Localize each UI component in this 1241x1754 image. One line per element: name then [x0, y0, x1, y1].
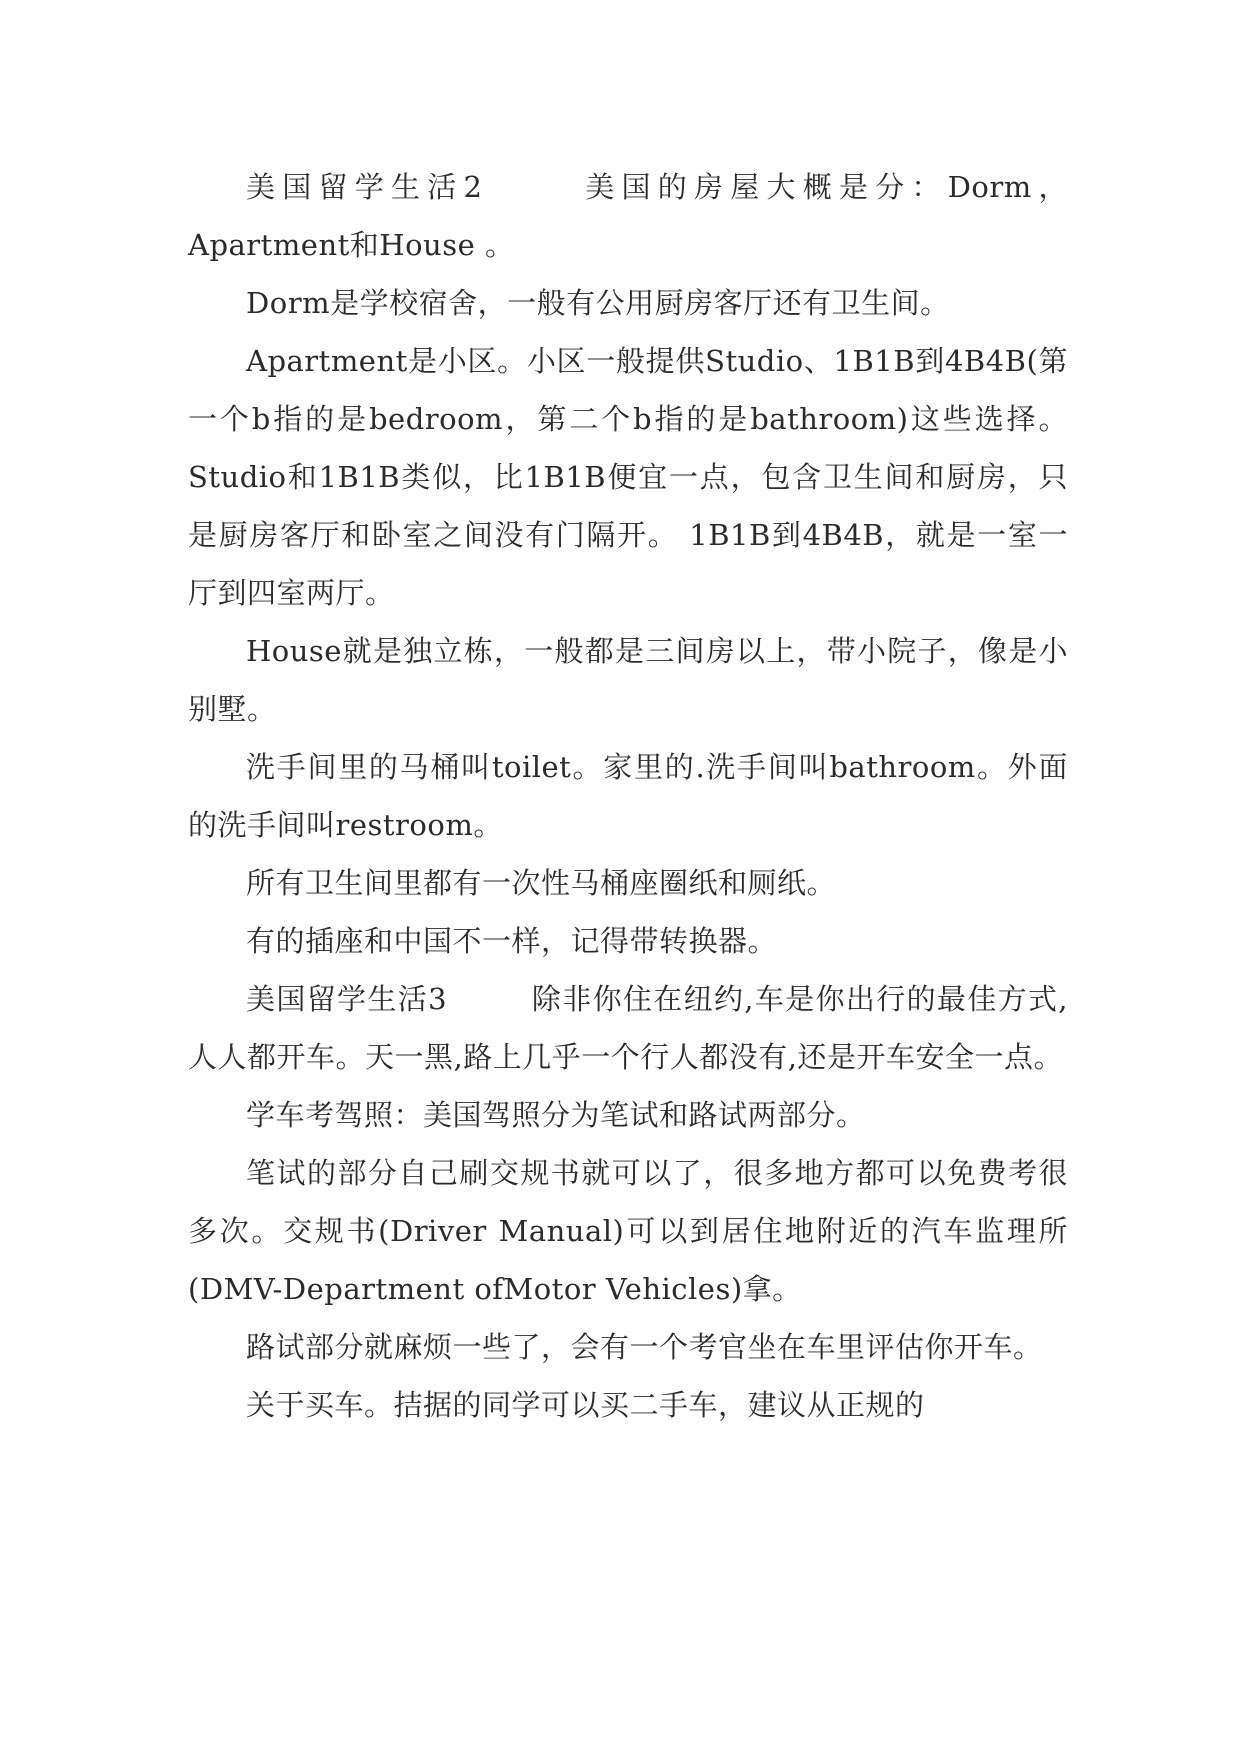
paragraph-socket: 有的插座和中国不一样，记得带转换器。: [246, 924, 778, 958]
paragraph-driving-license: 学车考驾照：美国驾照分为笔试和路试两部分。: [246, 1098, 866, 1132]
section2-heading-paragraph: [188, 158, 1068, 274]
section3-title: 美国留学生活3: [246, 982, 448, 1016]
paragraph-written-test: 笔试的部分自己刷交规书就可以了，很多地方都可以免费考很多次。交规书(Driver Manual)可以到居住地附近的汽车监理所(DMV-Department ofMotor Vehicles)拿。: [188, 1156, 1068, 1306]
paragraph-restroom: 洗手间里的马桶叫toilet。家里的.洗手间叫bathroom。外面的洗手间叫restroom。: [188, 750, 1068, 842]
section3-heading-paragraph: [188, 970, 1068, 1086]
section3-lead: 除非你住在纽约,车是你出行的最佳方式,人人都开车。天一黑,路上几乎一个行人都没有,还是开车安全一点。: [188, 982, 1069, 1074]
document-body: [188, 158, 1068, 1434]
section2-lead: 美国的房屋大概是分：Dorm，Apartment和House 。: [188, 170, 1069, 262]
paragraph-buying-car: 关于买车。拮据的同学可以买二手车，建议从正规的: [246, 1388, 925, 1422]
paragraph-dorm: Dorm是学校宿舍，一般有公用厨房客厅还有卫生间。: [246, 286, 950, 320]
paragraph-apartment: Apartment是小区。小区一般提供Studio、1B1B到4B4B(第一个b指的是bedroom，第二个b指的是bathroom)这些选择。Studio和1B1B类似，比1B1B便宜一点，包含卫生间和厨房，只是厨房客厅和卧室之间没有门隔开。 1B1B到4B4B，就是一室一厅到四室两厅。: [188, 344, 1068, 610]
paragraph-toilet-paper: 所有卫生间里都有一次性马桶座圈纸和厕纸。: [246, 866, 837, 900]
paragraph-road-test: 路试部分就麻烦一些了，会有一个考官坐在车里评估你开车。: [246, 1330, 1043, 1364]
section2-title: 美国留学生活2: [246, 170, 483, 204]
paragraph-house: House就是独立栋，一般都是三间房以上，带小院子，像是小别墅。: [188, 634, 1068, 726]
